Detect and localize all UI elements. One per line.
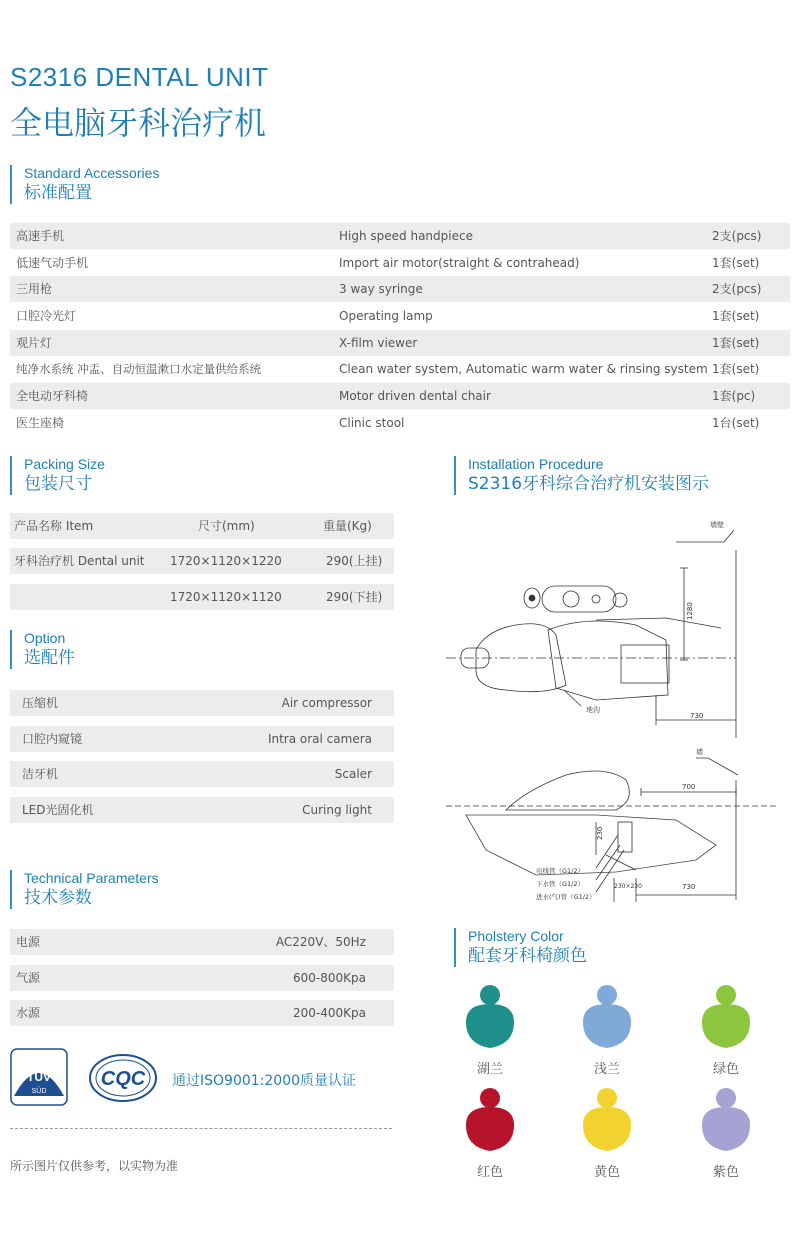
packing-weight: 290(下挂) (326, 590, 383, 604)
chair-color-icon (458, 1085, 522, 1155)
table-row (10, 797, 394, 823)
standard-cn: 三用枪 (16, 282, 53, 296)
standard-qty: 2支(pcs) (712, 282, 762, 296)
label-pipe-inlet: 进水(气)管（G1/2） (536, 893, 596, 901)
table-row (10, 223, 790, 249)
table-header-row (10, 513, 394, 539)
param-name: 电源 (16, 935, 41, 949)
chair-headrest (716, 985, 736, 1005)
color-swatch-red (450, 1085, 530, 1185)
standard-qty: 1套(set) (712, 256, 760, 270)
column-header: 产品名称 Item (14, 519, 94, 533)
standard-qty: 1套(pc) (712, 389, 756, 403)
color-title-cn: 配套牙科椅颜色 (468, 946, 587, 966)
packing-section-header (10, 456, 105, 495)
technical-title-cn: 技术参数 (24, 888, 92, 908)
standard-cn: 纯净水系统 冲盂、自动恒温漱口水定量供给系统 (16, 362, 262, 376)
color-swatch-purple (686, 1085, 766, 1185)
label-floor-trench: 地沟 (586, 706, 600, 714)
install-title-en: Installation Procedure (468, 456, 604, 472)
option-title-cn: 选配件 (24, 648, 75, 668)
color-swatch-yellow (567, 1085, 647, 1185)
standard-cn: 低速气动手机 (16, 256, 89, 270)
chair-seat (466, 1107, 514, 1151)
label-700: 700 (682, 783, 696, 791)
chair-headrest (480, 1088, 500, 1108)
tuv-logo-subtext: SÜD (31, 1088, 47, 1095)
chair-color-icon (694, 1085, 758, 1155)
chair-color-icon (575, 1085, 639, 1155)
chair-headrest (480, 985, 500, 1005)
chair-headrest (716, 1088, 736, 1108)
divider (10, 1128, 392, 1129)
technical-title-en: Technical Parameters (24, 870, 159, 886)
standard-section-header (10, 165, 159, 204)
table-row (10, 726, 394, 752)
option-cn: 洁牙机 (22, 767, 59, 781)
color-swatch-green (686, 982, 766, 1082)
label-pipe-drain: 下水管（G1/2） (536, 880, 584, 888)
color-section-header (454, 928, 587, 967)
chair-seat (702, 1004, 750, 1048)
column-header: 尺寸(mm) (198, 519, 255, 533)
standard-cn: 高速手机 (16, 229, 65, 243)
chair-seat (583, 1004, 631, 1048)
label-1280: 1280 (686, 602, 694, 620)
table-row (10, 276, 790, 302)
column-header: 重量(Kg) (323, 519, 372, 533)
standard-title-en: Standard Accessories (24, 165, 160, 181)
option-section-header (10, 630, 75, 669)
standard-en: High speed handpiece (339, 229, 473, 243)
table-row (10, 584, 394, 610)
label-230: 230 (596, 826, 604, 840)
table-row (10, 410, 790, 436)
standard-cn: 医生座椅 (16, 416, 65, 430)
table-row (10, 356, 790, 382)
standard-en: Import air motor(straight & contrahead) (339, 256, 580, 270)
standard-qty: 1台(set) (712, 416, 760, 430)
packing-size: 1720×1120×1220 (170, 554, 282, 568)
color-title-en: Pholstery Color (468, 928, 564, 944)
table-row (10, 965, 394, 991)
option-en: Curing light (302, 803, 372, 817)
standard-en: Clinic stool (339, 416, 405, 430)
param-value: AC220V、50Hz (275, 935, 366, 949)
chair-seat (583, 1107, 631, 1151)
color-swatch-lake-blue (450, 982, 530, 1082)
standard-cn: 观片灯 (16, 336, 53, 350)
cqc-logo (88, 1053, 158, 1103)
packing-title-en: Packing Size (24, 456, 105, 472)
option-cn: 口腔内窥镜 (22, 732, 83, 746)
color-name: 湖兰 (476, 1062, 503, 1077)
standard-title-cn: 标准配置 (24, 183, 92, 203)
table-row (10, 548, 394, 574)
table-row (10, 303, 790, 329)
standard-qty: 1套(set) (712, 336, 760, 350)
color-swatch-light-blue (567, 982, 647, 1082)
table-row (10, 250, 790, 276)
label-730-top: 730 (690, 712, 704, 720)
chair-color-icon (575, 982, 639, 1052)
tuv-logo-text: TÜV (27, 1070, 51, 1084)
table-row (10, 1000, 394, 1026)
chair-color-icon (458, 982, 522, 1052)
label-pipe-electric: 电线管（G1/2） (536, 867, 584, 875)
chair-seat (702, 1107, 750, 1151)
footer-note: 所示图片仅供参考，以实物为准 (10, 1159, 179, 1173)
color-name: 绿色 (712, 1062, 739, 1077)
technical-section-header (10, 870, 159, 909)
table-row (10, 929, 394, 955)
param-value: 200-400Kpa (293, 1006, 366, 1020)
page-title-cn: 全电脑牙科治疗机 (10, 104, 267, 142)
color-name: 红色 (476, 1165, 503, 1180)
packing-weight: 290(上挂) (326, 554, 383, 568)
packing-item: 牙科治疗机 Dental unit (14, 554, 145, 568)
color-name: 紫色 (712, 1165, 739, 1180)
option-en: Air compressor (281, 696, 372, 710)
option-title-en: Option (24, 630, 66, 646)
chair-headrest (597, 985, 617, 1005)
option-cn: 压缩机 (22, 696, 59, 710)
page-title-en: S2316 DENTAL UNIT (10, 62, 269, 92)
standard-en: Clean water system, Automatic warm water & rinsing system (339, 362, 708, 376)
standard-cn: 口腔冷光灯 (16, 309, 77, 323)
table-row (10, 761, 394, 787)
tuv-logo (10, 1048, 68, 1106)
color-name: 浅兰 (593, 1062, 620, 1077)
label-730-side: 730 (682, 883, 696, 891)
standard-en: Operating lamp (339, 309, 433, 323)
chair-seat (466, 1004, 514, 1048)
standard-en: X-film viewer (339, 336, 418, 350)
param-value: 600-800Kpa (293, 971, 366, 985)
standard-qty: 2支(pcs) (712, 229, 762, 243)
chair-headrest (597, 1088, 617, 1108)
cqc-logo-text: CQC (100, 1068, 146, 1090)
packing-size: 1720×1120×1120 (170, 590, 282, 604)
standard-qty: 1套(set) (712, 309, 760, 323)
color-name: 黄色 (593, 1165, 620, 1180)
standard-en: Motor driven dental chair (339, 389, 491, 403)
param-name: 水源 (16, 1006, 41, 1020)
param-name: 气源 (16, 971, 41, 985)
option-cn: LED光固化机 (22, 803, 94, 817)
label-230x230: 230×230 (614, 883, 642, 890)
table-row (10, 690, 394, 716)
standard-en: 3 way syringe (339, 282, 423, 296)
install-section-header (454, 456, 709, 495)
table-row (10, 383, 790, 409)
standard-cn: 全电动牙科椅 (16, 389, 89, 403)
label-wall-side: 墙 (696, 748, 703, 756)
label-wall-top: 墙壁 (710, 521, 724, 529)
standard-qty: 1套(set) (712, 362, 760, 376)
install-title-cn: S2316牙科综合治疗机安装图示 (468, 474, 710, 494)
option-en: Scaler (334, 767, 372, 781)
chair-color-icon (694, 982, 758, 1052)
packing-title-cn: 包装尺寸 (24, 474, 92, 494)
table-row (10, 330, 790, 356)
option-en: Intra oral camera (267, 732, 372, 746)
cert-text: 通过ISO9001:2000质量认证 (172, 1073, 357, 1089)
installation-drawing (446, 510, 796, 910)
